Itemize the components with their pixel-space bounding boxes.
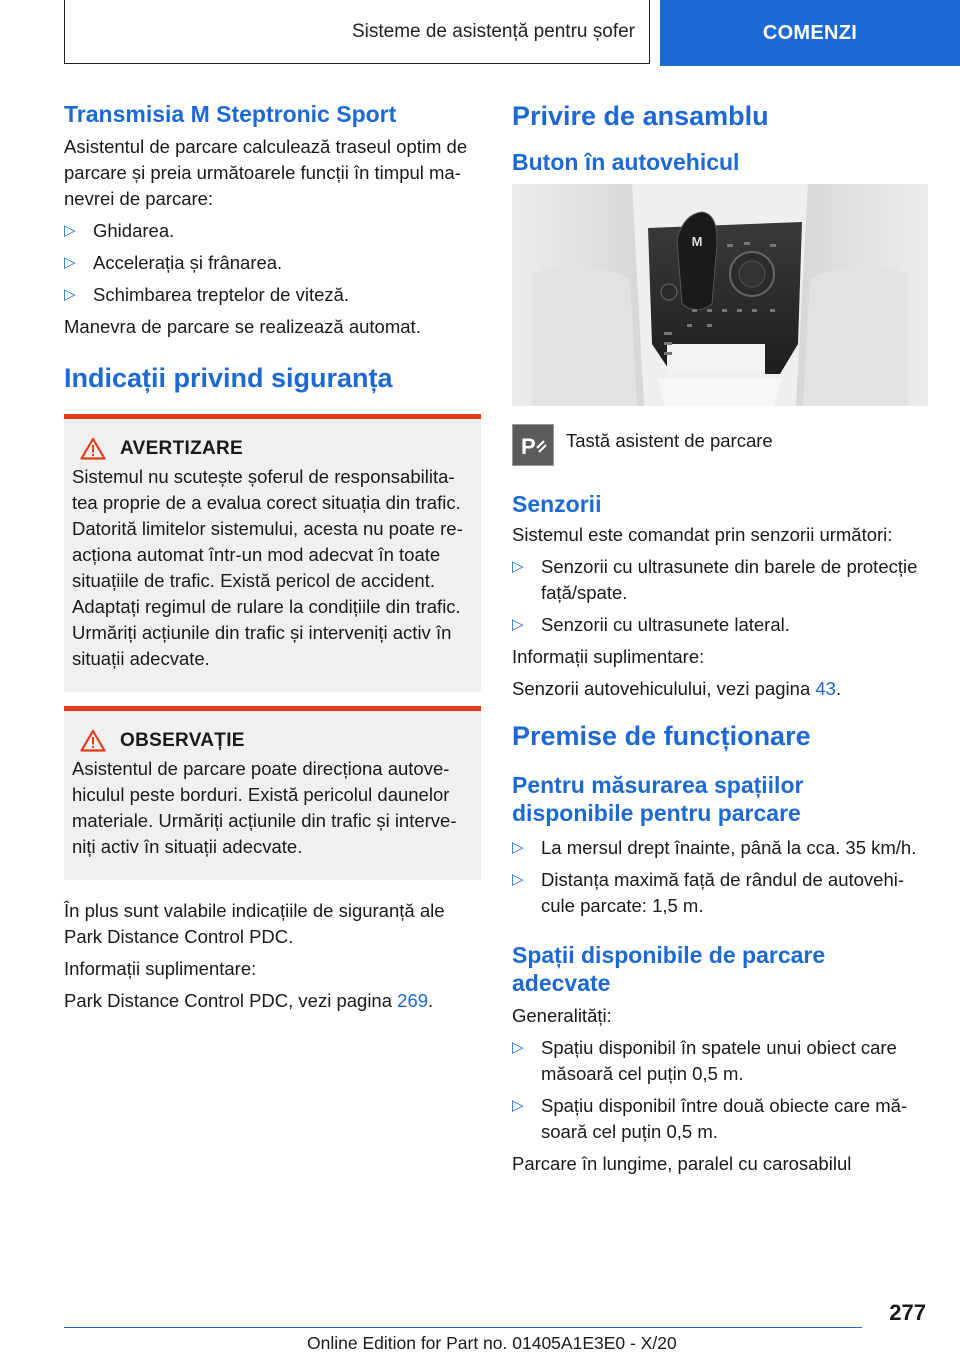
reference-line: Park Distance Control PDC, vezi pagina 269. <box>64 990 434 1012</box>
list-item: ▷ Senzorii cu ultrasunete din barele de protecție față/spate. <box>512 556 918 604</box>
page-link[interactable]: 269 <box>397 990 429 1012</box>
reference-line-right: Senzorii autovehiculului, vezi pagina 43. <box>512 678 842 700</box>
list-item: ▷ Spațiu disponibil în spatele unui obiect care măsoară cel puțin 0,5 m. <box>512 1037 897 1085</box>
heading-premise: Premise de funcționare <box>512 721 811 752</box>
tab-label: COMENZI <box>762 21 858 44</box>
list-item: ▷ La mersul drept înainte, până la cca. 35 km/h. <box>512 835 928 861</box>
list-item: ▷ Senzorii cu ultrasunete lateral. <box>512 612 928 638</box>
key-label: Tastă asistent de parcare <box>566 430 773 452</box>
heading-overview: Privire de ansamblu <box>512 101 769 131</box>
header-section-title <box>64 0 650 64</box>
automatic-paragraph: Manevra de parcare se realizează automat. <box>64 316 421 338</box>
heading-button: Buton în autovehicul <box>512 149 740 176</box>
m-logo: M <box>691 234 703 250</box>
warning-box <box>64 414 481 692</box>
list-item: ▷ Accelerația și frânarea. <box>64 250 481 276</box>
info-label-right: Informații suplimentare: <box>512 646 705 668</box>
parking-p-icon <box>518 430 548 460</box>
triangle-bullet-icon: ▷ <box>512 616 524 634</box>
general-label: Generalități: <box>512 1005 612 1027</box>
warning-head <box>72 437 473 460</box>
triangle-bullet-icon: ▷ <box>512 1039 524 1057</box>
center-console-illustration <box>512 184 928 406</box>
list-item: ▷ Schimbarea treptelor de viteză. <box>64 282 481 308</box>
warning-title: AVERTIZARE <box>120 437 243 459</box>
header-tab-comenzi[interactable] <box>660 0 960 66</box>
sensors-list <box>512 554 928 638</box>
triangle-bullet-icon: ▷ <box>512 558 524 576</box>
heading-spaces: Spații disponibile de parcare adecvate <box>512 941 826 997</box>
triangle-bullet-icon: ▷ <box>512 1097 524 1115</box>
notice-head <box>72 729 473 752</box>
heading-sensors: Senzorii <box>512 491 602 518</box>
notice-box <box>64 706 481 880</box>
footer-edition: Online Edition for Part no. 01405A1E3E0 - X/20 <box>307 1333 677 1353</box>
spaces-list <box>512 1035 928 1145</box>
parking-key-row <box>512 424 928 466</box>
right-column <box>512 100 928 1183</box>
triangle-bullet-icon: ▷ <box>512 838 524 856</box>
warning-triangle-icon <box>80 437 106 460</box>
warning-text: Sistemul nu scutește șoferul de responsabilitatea proprie de a evalua corect situația din trafic. Datorită limitelor sistemului, acesta nu poate reacționa automat într-un mod adecvat în toate situațiile de trafic. Există pericol de accident. Adaptați regimul de rulare la condițiile din trafic. Urmăriți acțiunile din trafic și interveniți activ în situații adecvate. <box>72 466 463 670</box>
sensors-intro: Sistemul este comandat prin senzorii următori: <box>512 524 893 546</box>
svg-text:P: P <box>521 434 536 460</box>
triangle-bullet-icon: ▷ <box>64 286 76 304</box>
list-item: ▷ Spațiu disponibil între două obiecte care măsoară cel puțin 0,5 m. <box>512 1095 908 1143</box>
list-item: ▷ Ghidarea. <box>64 218 481 244</box>
warning-triangle-icon <box>80 729 106 752</box>
list-item: ▷ Distanța maximă față de rândul de autovehicule parcate: 1,5 m. <box>512 868 905 916</box>
notice-title: OBSERVAȚIE <box>120 729 245 751</box>
page-number: 277 <box>889 1300 926 1325</box>
last-line: Parcare în lungime, paralel cu carosabilul <box>512 1153 852 1175</box>
info-label: Informații suplimentare: <box>64 958 257 980</box>
footer-divider <box>64 1327 862 1328</box>
parking-assistant-key-icon <box>512 424 554 466</box>
function-list <box>64 218 481 308</box>
triangle-bullet-icon: ▷ <box>64 222 76 240</box>
triangle-bullet-icon: ▷ <box>64 254 76 272</box>
extra-paragraph: În plus sunt valabile indicațiile de siguranță ale Park Distance Control PDC. <box>64 900 445 948</box>
notice-text: Asistentul de parcare poate direcționa autovehiculul peste borduri. Există pericolul daunelor materiale. Urmăriți acțiunile din trafic și interveniți activ în situații adecvate. <box>72 758 457 858</box>
measure-list <box>512 835 928 919</box>
left-column <box>64 100 481 1020</box>
heading-safety: Indicații privind siguranța <box>64 363 393 394</box>
intro-paragraph: Asistentul de parcare calculează traseul optim de parcare și preia următoarele funcții în timpul manevrei de parcare: <box>64 136 468 210</box>
section-title: Sisteme de asistență pentru șofer <box>351 20 635 42</box>
page-link[interactable]: 43 <box>815 678 836 700</box>
heading-measure: Pentru măsurarea spațiilor disponibile pentru parcare <box>512 771 804 826</box>
heading-transmission: Transmisia M Steptronic Sport <box>64 101 397 127</box>
gear-selector-photo <box>512 184 928 406</box>
triangle-bullet-icon: ▷ <box>512 870 524 888</box>
